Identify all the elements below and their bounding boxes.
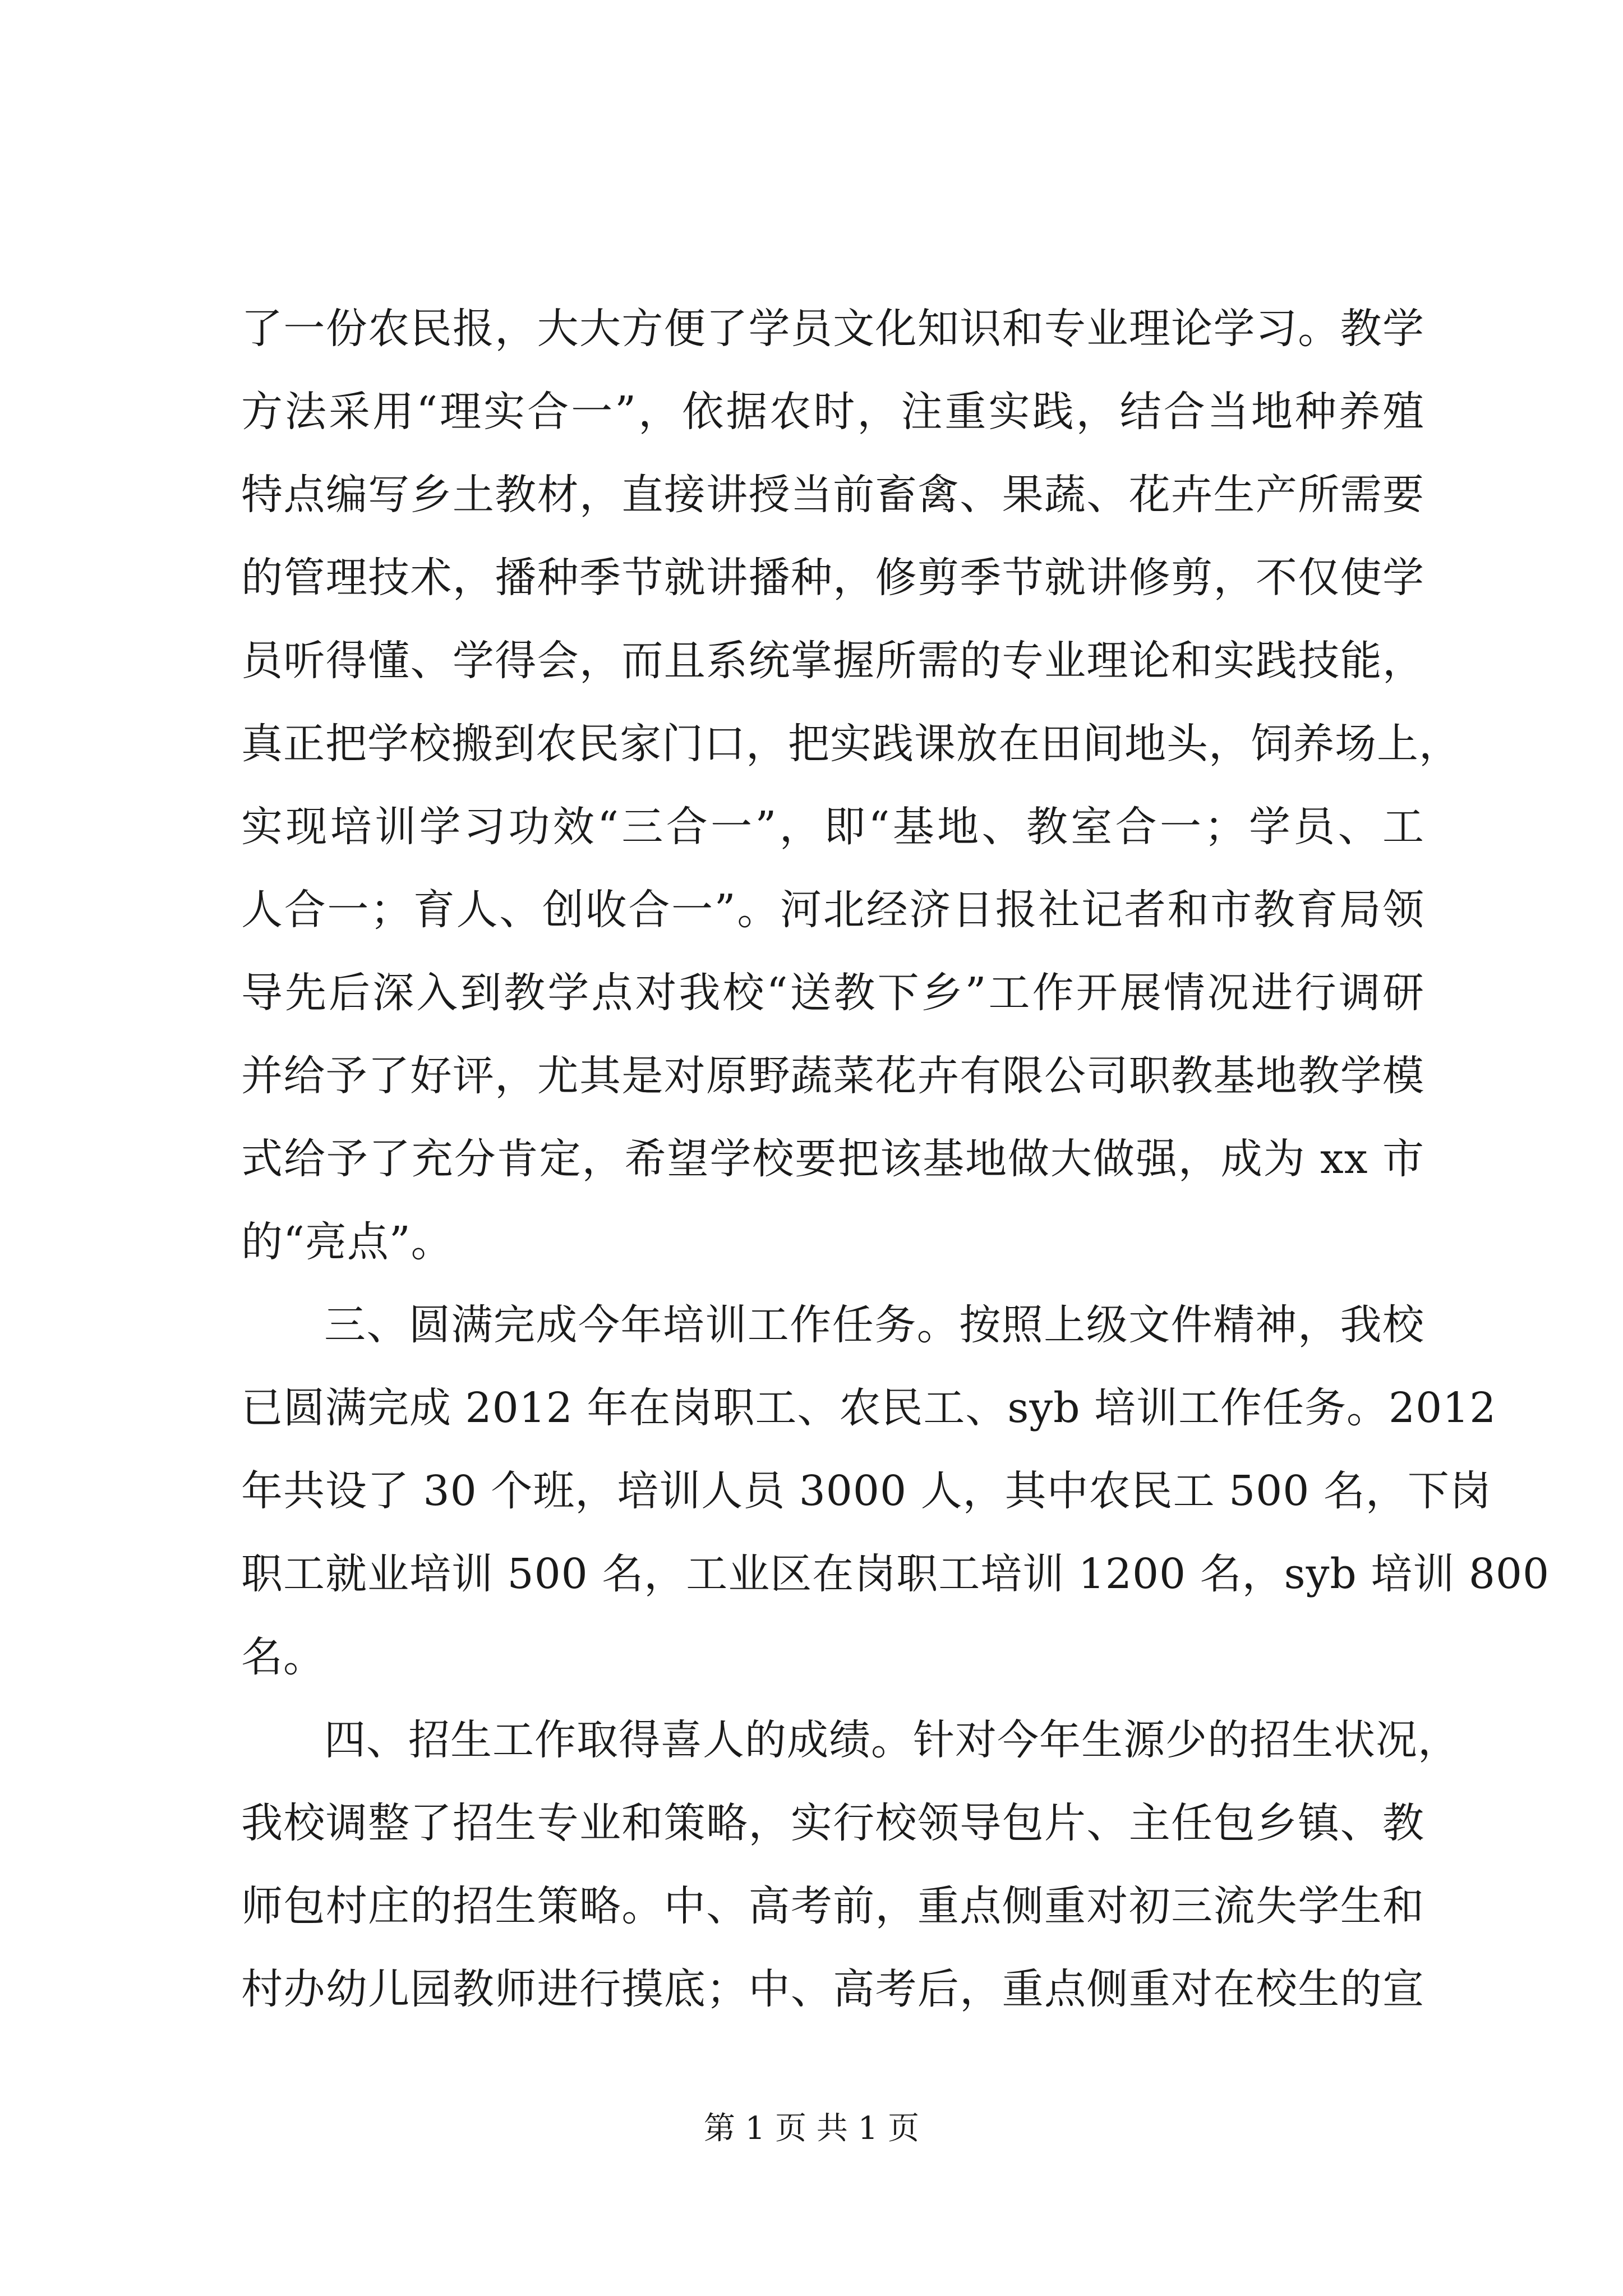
text-line: 师包村庄的招生策略。中、高考前，重点侧重对初三流失学生和 [241,1882,1424,1930]
text-line: 特点编写乡土教材，直接讲授当前畜禽、果蔬、花卉生产所需要 [241,471,1424,519]
text-line: 职工就业培训 500 名，工业区在岗职工培训 1200 名，syb 培训 800 [241,1550,1550,1598]
paragraph-3 [241,1699,1460,2031]
text-line: 方法采用“理实合一”，依据农时，注重实践，结合当地种养殖 [241,388,1424,436]
text-line: 村办幼儿园教师进行摸底；中、高考后，重点侧重对在校生的宣 [241,1965,1424,2013]
text-line: 的管理技术，播种季节就讲播种，修剪季节就讲修剪，不仅使学 [241,554,1424,602]
text-line: 并给予了好评，尤其是对原野蔬菜花卉有限公司职教基地教学模 [241,1052,1424,1100]
text-line: 年共设了 30 个班，培训人员 3000 人，其中农民工 500 名，下岗 [241,1467,1492,1515]
paragraph-2 [241,1283,1550,1699]
text-line: 三、圆满完成今年培训工作任务。按照上级文件精神，我校 [324,1301,1424,1349]
page-footer [0,2109,1623,2148]
body-text [241,287,1550,2031]
text-line: 我校调整了招生专业和策略，实行校领导包片、主任包乡镇、教 [241,1799,1424,1847]
text-line: 实现培训学习功效“三合一”，即“基地、教室合一；学员、工 [241,803,1424,851]
text-line: 的“亮点”。 [241,1218,453,1266]
text-line: 已圆满完成 2012 年在岗职工、农民工、syb 培训工作任务。2012 [241,1384,1497,1432]
paragraph-1 [241,287,1461,1283]
text-line: 真正把学校搬到农民家门口，把实践课放在田间地头，饲养场上， [241,720,1461,768]
text-line: 人合一；育人、创收合一”。河北经济日报社记者和市教育局领 [241,886,1424,934]
text-line: 导先后深入到教学点对我校“送教下乡”工作开展情况进行调研 [241,969,1424,1017]
page-number-label: 第 1 页 共 1 页 [703,2110,920,2147]
text-line: 员听得懂、学得会，而且系统掌握所需的专业理论和实践技能， [241,637,1424,685]
text-line: 了一份农民报，大大方便了学员文化知识和专业理论学习。教学 [241,305,1424,353]
text-line: 名。 [241,1633,325,1681]
text-line: 式给予了充分肯定，希望学校要把该基地做大做强，成为 xx 市 [241,1135,1424,1183]
text-line: 四、招生工作取得喜人的成绩。针对今年生源少的招生状况， [324,1716,1460,1764]
